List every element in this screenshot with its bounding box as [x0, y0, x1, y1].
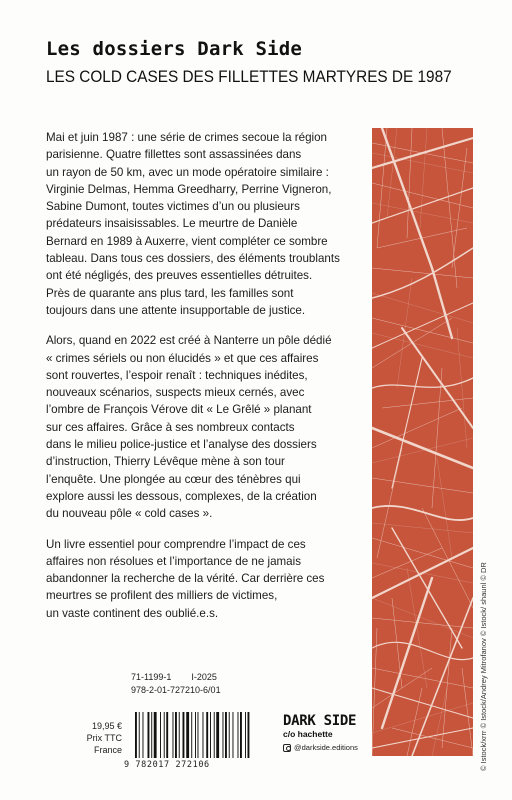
price-value: 19,95 € [91, 721, 122, 731]
body-line: sur ces affaires. Grâce à ses nombreux contacts [46, 420, 295, 434]
body-line: « crimes sériels ou non élucidés » et que ces affaires [46, 351, 319, 365]
barcode-bar [240, 712, 242, 758]
body-line: sont rouvertes, l’espoir renaît : techniques inédites, [46, 368, 308, 382]
barcode-bar [139, 712, 140, 758]
body-line: Un livre essentiel pour comprendre l’impact de ces [46, 537, 306, 551]
body-line: Mai et juin 1987 : une série de crimes secoue la région [46, 131, 327, 144]
barcode-bar [238, 712, 239, 758]
body-line: meurtres se profilent des milliers de victimes, [46, 589, 278, 603]
barcode-bar [183, 712, 185, 758]
body-line: nouveaux scénarios, suspects mieux cernés, avec [46, 386, 305, 400]
body-line: abandonner la recherche de la vérité. Car derrière ces [46, 572, 325, 586]
body-line: dans le milieu police-justice et l’analyse des dossiers [46, 438, 317, 452]
barcode [131, 712, 281, 762]
body-line: Virginie Delmas, Hemma Greedharry, Perrine Vigneron, [46, 182, 332, 196]
barcode-bar [179, 712, 180, 758]
barcode-bar [135, 712, 137, 758]
body-line: d’instruction, Thierry Lévêque mène à son tour [46, 455, 285, 469]
body-line: du nouveau pôle « cold cases ». [46, 507, 213, 521]
barcode-bar [214, 712, 215, 758]
back-cover-text [46, 129, 376, 635]
instagram-icon [283, 744, 291, 752]
barcode-bar [203, 712, 204, 758]
barcode-bar [223, 712, 224, 758]
edition-code: 71-1199-1 [131, 672, 172, 682]
body-paragraph [46, 332, 376, 522]
barcode-bar [225, 712, 227, 758]
body-line: tableau. Dans tous ces dossiers, des éléments troublants [46, 252, 340, 266]
photo-credits: © Istock/xrrr © Istock/Andrey Mitrofanov © Istock/ shaunl © DR [479, 562, 488, 771]
barcode-bar [175, 712, 177, 758]
barcode-bar [229, 712, 230, 758]
street-map-illustration [372, 128, 473, 756]
body-paragraph [46, 129, 376, 319]
body-line: un rayon de 50 km, avec un mode opératoire similaire : [46, 165, 329, 179]
barcode-bar [164, 712, 165, 758]
barcode-bar [143, 712, 144, 758]
barcode-bar [151, 712, 152, 758]
barcode-bar [206, 712, 208, 758]
body-line: Bernard en 1989 à Auxerre, vient compléter ce sombre [46, 234, 328, 248]
price-label: Prix TTC [86, 733, 122, 743]
body-line: explore aussi les dessous, complexes, de la création [46, 489, 317, 503]
barcode-bar [154, 712, 157, 758]
body-line: Sabine Dumont, toutes victimes d’un ou plusieurs [46, 200, 300, 214]
barcode-bar [198, 712, 199, 758]
barcode-bar [160, 712, 161, 758]
barcode-bar [166, 712, 168, 758]
barcode-bar [173, 712, 174, 758]
barcode-bar [248, 712, 250, 758]
body-paragraph [46, 536, 376, 622]
body-line: parisienne. Quatre fillettes sont assassinées dans [46, 148, 302, 162]
body-line: ont été négligés, des preuves essentielles détruites. [46, 269, 313, 283]
body-line: toujours dans une attente insupportable de justice. [46, 303, 306, 317]
body-line: l’ombre de François Vérove dit « Le Grêlé » planant [46, 403, 312, 417]
publisher-logo-text: DARK SIDE [283, 713, 357, 729]
book-subtitle: LES COLD CASES DES FILLETTES MARTYRES DE 1987 [46, 68, 452, 86]
body-line: Près de quarante ans plus tard, les familles sont [46, 286, 294, 300]
barcode-bar [186, 712, 189, 758]
barcode-bar [216, 712, 219, 758]
barcode-bar [245, 712, 246, 758]
instagram-handle-row [283, 743, 378, 752]
body-line: affaires non résolues et l’importance de ne jamais [46, 554, 301, 568]
street-map-graphic [372, 128, 473, 756]
edition-date: I-2025 [191, 672, 217, 682]
price-block [62, 720, 122, 756]
barcode-bar [210, 712, 211, 758]
barcode-bar [195, 712, 196, 758]
publisher-sub: c/o hachette [283, 729, 333, 739]
edition-codes [131, 671, 221, 697]
body-line: prédateurs insaisissables. Le meurtre de Danièle [46, 217, 298, 231]
isbn-line: 978-2-01-727210-6/01 [131, 685, 221, 695]
barcode-digits: 9 782017 272106 [124, 760, 210, 770]
price-country: France [93, 745, 122, 755]
barcode-bar [233, 712, 234, 758]
barcode-bar [191, 712, 192, 758]
body-line: un vaste continent des oublié.e.s. [46, 606, 219, 620]
publisher-logo [283, 714, 378, 752]
series-title: Les dossiers Dark Side [46, 38, 303, 60]
barcode-bar [148, 712, 150, 758]
body-line: l’enquête. Une plongée au cœur des ténèbres qui [46, 472, 301, 486]
instagram-handle: @darkside.editions [294, 743, 358, 752]
body-line: Alors, quand en 2022 est créé à Nanterre un pôle dédié [46, 334, 332, 348]
